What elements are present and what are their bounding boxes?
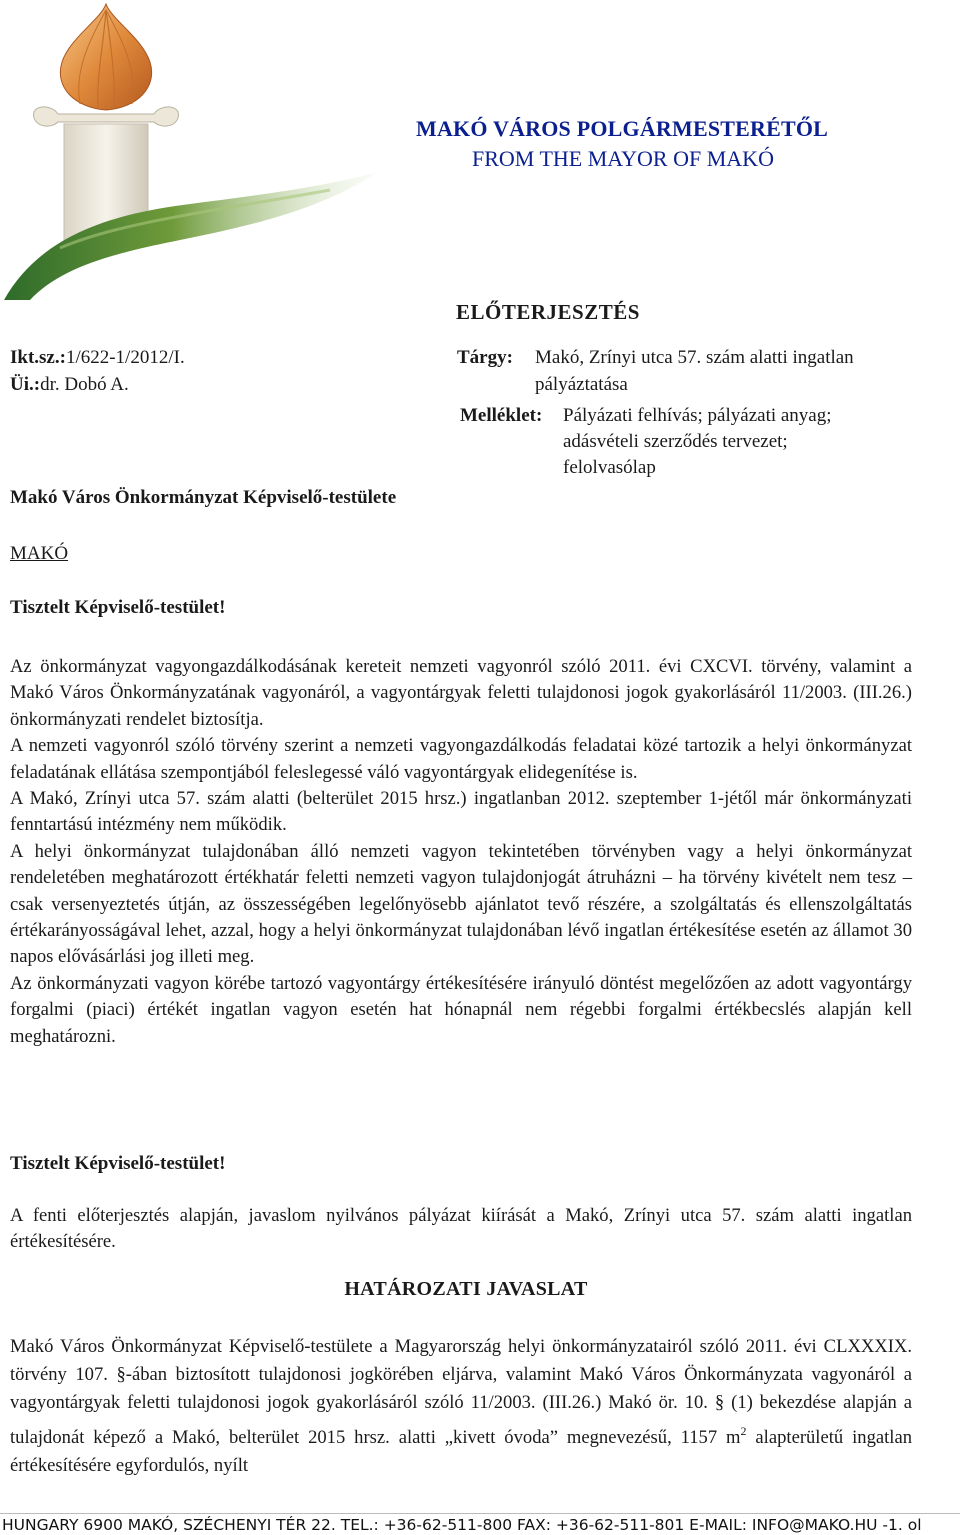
page-footer <box>0 1513 960 1535</box>
body-text <box>10 654 912 1050</box>
resolution-paragraph <box>10 1333 912 1480</box>
melleklet-line2: adásvételi szerződés tervezet; <box>563 431 788 452</box>
mayor-title-en: FROM THE MAYOR OF MAKÓ <box>472 146 774 171</box>
mayor-title-hu: MAKÓ VÁROS POLGÁRMESTERÉTŐL <box>416 116 829 141</box>
resolution-superscript: 2 <box>740 1424 747 1438</box>
mako-logo <box>0 0 380 300</box>
targy-line2: pályáztatása <box>535 374 628 395</box>
document-type-heading: ELŐTERJESZTÉS <box>456 300 640 324</box>
proposal-text: A fenti előterjesztés alapján, javaslom nyilvános pályázat kiírását a Makó, Zrínyi utca 57. szám alatti ingatlan értékesítésére. <box>10 1205 912 1253</box>
body-paragraph-1: Az önkormányzat vagyongazdálkodásának kereteit nemzeti vagyonról szóló 2011. évi CXCVI. törvény, valamint a Makó Város Önkormányzatának vagyonáról, a vagyontárgyak feletti tulajdonosi jogok gyakorlásáról 11/2003. (III.26.) önkormányzati rendelet biztosítja. <box>10 656 912 730</box>
ui-value: dr. Dobó A. <box>40 374 129 395</box>
resolution-text-before: Makó Város Önkormányzat Képviselő-testülete a Magyarország helyi önkormányzatairól szóló 2011. évi CLXXXIX. törvény 107. §-ában biztosított tulajdonosi jogkörében eljárva, valamint Makó Város Önkormányzata vagyonáról a vagyontárgyak feletti tulajdonosi jogok gyakorlásáról szóló 11/2003. (III.26.) Makó ör. 10. § (1) bekezdése alapján a tulajdonát képező a Makó, belterület 2015 hrsz. alatti „kivett óvoda” megnevezésű, 1157 m <box>10 1336 912 1448</box>
melleklet-line1: Pályázati felhívás; pályázati anyag; <box>563 405 832 426</box>
salutation-2: Tisztelt Képviselő-testület! <box>10 1153 226 1174</box>
iktsz-value: 1/622-1/2012/I. <box>65 347 185 368</box>
footer-divider <box>0 1513 960 1514</box>
recipient: Makó Város Önkormányzat Képviselő-testülete <box>10 487 397 508</box>
body-paragraph-4: A helyi önkormányzat tulajdonában álló nemzeti vagyon tekintetében törvényben vagy a helyi önkormányzat rendeletében meghatározott értékhatár feletti nemzeti vagyon tulajdonjogát átruházni – ha törvény kivételt nem tesz – csak versenyeztetés útján, az összességében legelőnyösebb ajánlatot tevő részére, a szolgáltatás és ellenszolgáltatás értékarányosságával lehet, azzal, hogy a helyi önkormányzat tulajdonában lévő ingatlan értékesítése esetén az államot 30 napos elővásárlási jog illeti meg. <box>10 840 912 968</box>
salutation-1: Tisztelt Képviselő-testület! <box>10 597 226 618</box>
ui-label: Üi.: <box>10 374 41 395</box>
footer-address: HUNGARY 6900 MAKÓ, SZÉCHENYI TÉR 22. TEL.: +36-62-511-800 FAX: +36-62-511-801 E-MAIL: INFO@MAKO.HU -1. ol <box>2 1516 922 1534</box>
body-paragraph-5: Az önkormányzati vagyon körébe tartozó vagyontárgy értékesítésére irányuló döntést megelőzően az adott vagyontárgy forgalmi (piaci) értékét ingatlan vagyon esetén hat hónapnál nem régebbi forgalmi értékbecslés alapján kell meghatározni. <box>10 972 912 1047</box>
melleklet-label: Melléklet: <box>460 405 543 426</box>
targy-label: Tárgy: <box>457 347 513 368</box>
resolution-heading: HATÁROZATI JAVASLAT <box>344 1278 588 1300</box>
body-paragraph-3: A Makó, Zrínyi utca 57. szám alatti (belterület 2015 hrsz.) ingatlanban 2012. szeptember 1-jétől már önkormányzati fenntartású intézmény nem működik. <box>10 788 912 836</box>
melleklet-line3: felolvasólap <box>563 457 656 478</box>
ui-line <box>10 374 129 396</box>
targy-line1: Makó, Zrínyi utca 57. szám alatti ingatlan <box>535 347 854 368</box>
iktsz-label: Ikt.sz.: <box>10 347 66 368</box>
resolution-text-after: alapterületű ingatlan értékesítésére egyfordulós, nyílt <box>10 1427 912 1476</box>
body-paragraph-2: A nemzeti vagyonról szóló törvény szerint a nemzeti vagyongazdálkodás feladatai közé tartozik a helyi önkormányzat feladatának ellátása szempontjából feleslegessé váló vagyontárgyak elidegenítése is. <box>10 735 912 783</box>
city: MAKÓ <box>10 543 69 564</box>
iktsz-line <box>10 347 185 369</box>
proposal-paragraph <box>10 1203 912 1256</box>
